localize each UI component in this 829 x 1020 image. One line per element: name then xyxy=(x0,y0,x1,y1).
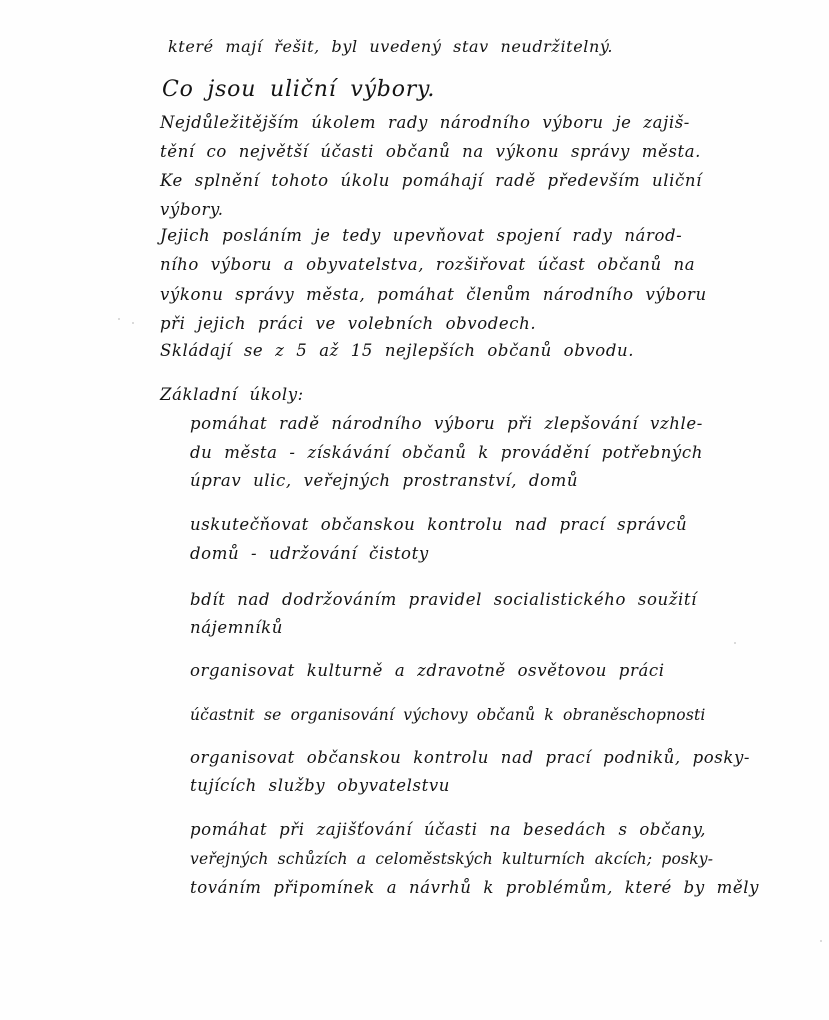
list-item-line: tujících služby obyvatelstvu xyxy=(190,776,450,795)
list-item-line: pomáhat radě národního výboru při zlepšování vzhle- xyxy=(190,414,703,433)
list-item-line: pomáhat při zajišťování účasti na besedách s občany, xyxy=(190,820,707,839)
text-line: Jejich posláním je tedy upevňovat spojení rady národ- xyxy=(160,226,683,245)
list-item-line: nájemníků xyxy=(190,618,283,637)
list-item-line: du města - získávání občanů k provádění potřebných xyxy=(190,443,703,462)
text-line: které mají řešit, byl uvedený stav neudržitelný. xyxy=(168,37,614,56)
list-item-line: bdít nad dodržováním pravidel socialistického soužití xyxy=(190,590,698,609)
scan-speck xyxy=(118,318,120,320)
scan-speck xyxy=(132,322,134,324)
list-item-line: účastnit se organisování výchovy občanů k obraněschopnosti xyxy=(190,706,706,724)
scan-speck xyxy=(820,940,822,942)
text-line: Ke splnění tohoto úkolu pomáhají radě především uliční xyxy=(160,171,702,190)
list-item-line: uskutečňovat občanskou kontrolu nad prací správců xyxy=(190,515,688,534)
list-item-line: veřejných schůzích a celoměstských kulturních akcích; posky- xyxy=(190,850,714,868)
text-line: ního výboru a obyvatelstva, rozšiřovat účast občanů na xyxy=(160,255,696,274)
list-item-line: organisovat občanskou kontrolu nad prací podniků, posky- xyxy=(190,748,751,767)
scan-speck xyxy=(734,642,736,644)
text-line: Skládají se z 5 až 15 nejlepších občanů obvodu. xyxy=(160,341,635,360)
text-line: tění co největší účasti občanů na výkonu správy města. xyxy=(160,142,701,161)
list-item-line: továním připomínek a návrhů k problémům, které by měly xyxy=(190,878,760,897)
list-item-line: domů - udržování čistoty xyxy=(190,544,429,563)
list-item-line: úprav ulic, veřejných prostranství, domů xyxy=(190,471,579,490)
text-line: Nejdůležitějším úkolem rady národního výboru je zajiš- xyxy=(160,113,690,132)
section-heading: Co jsou uliční výbory. xyxy=(162,77,436,102)
text-line: při jejich práci ve volebních obvodech. xyxy=(160,314,537,333)
list-item-line: organisovat kulturně a zdravotně osvětovou práci xyxy=(190,661,665,680)
subsection-heading: Základní úkoly: xyxy=(160,385,304,404)
text-line: výkonu správy města, pomáhat členům národního výboru xyxy=(160,285,707,304)
text-line: výbory. xyxy=(160,200,224,219)
